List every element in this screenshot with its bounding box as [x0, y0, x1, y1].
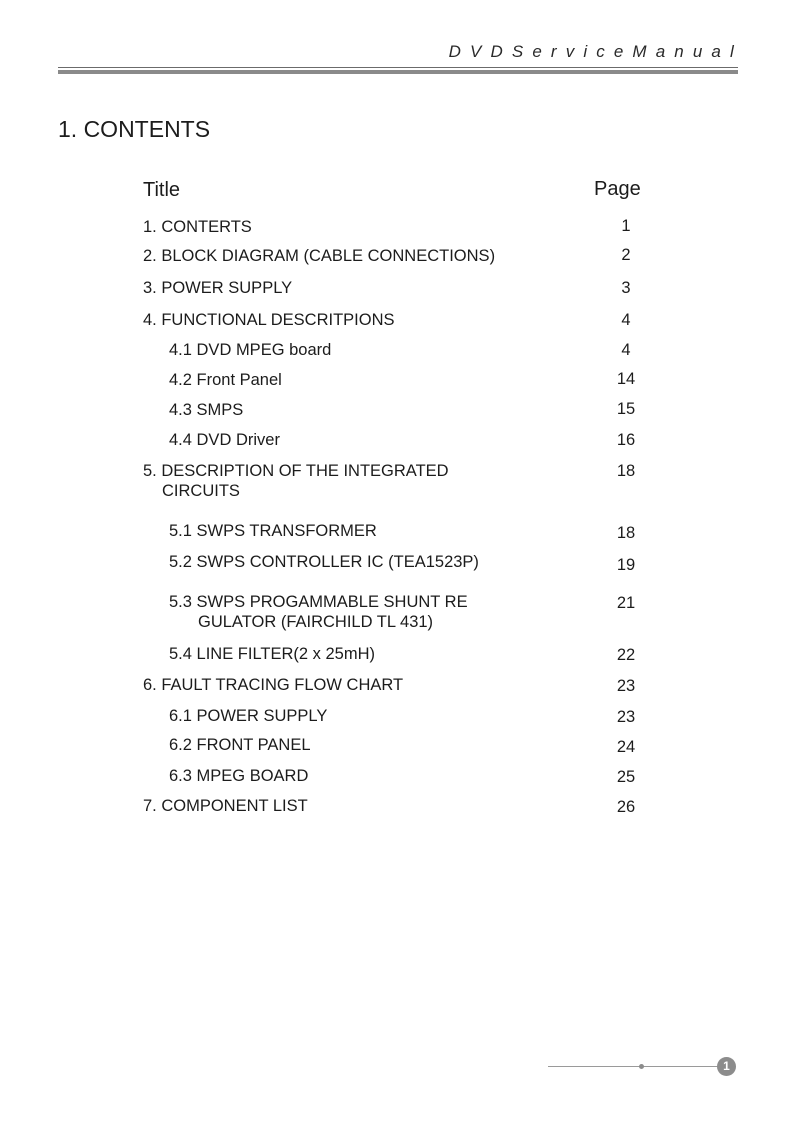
toc-entry-label: 7. COMPONENT LIST	[143, 797, 308, 815]
toc-entry-page: 26	[616, 798, 636, 816]
toc-row	[0, 430, 794, 450]
toc-entry-page: 25	[616, 768, 636, 786]
toc-row	[0, 706, 794, 726]
toc-row	[0, 370, 794, 390]
toc-entry-label: 4.3 SMPS	[169, 401, 244, 419]
footer-dot	[639, 1064, 644, 1069]
toc-entry-page: 4	[621, 341, 631, 359]
toc-entry-page: 24	[616, 738, 636, 756]
toc-entry-page: 18	[616, 524, 636, 542]
toc-entry-label: 5.3 SWPS PROGAMMABLE SHUNT RE	[169, 593, 468, 611]
toc-entry-label: 4.1 DVD MPEG board	[169, 341, 332, 359]
toc-entry-label-continued: CIRCUITS	[162, 482, 240, 500]
toc-entry-label-continued: GULATOR (FAIRCHILD TL 431)	[198, 613, 434, 631]
toc-entry-label: 4. FUNCTIONAL DESCRITPIONS	[143, 311, 395, 329]
toc-entry-label: 5.4 LINE FILTER(2 x 25mH)	[169, 645, 376, 663]
toc-entry-page: 14	[616, 370, 636, 388]
toc-row	[0, 278, 794, 298]
toc-entry-page: 21	[616, 594, 636, 612]
toc-row	[0, 310, 794, 330]
toc-entry-page: 1	[621, 217, 631, 235]
toc-entry-page: 2	[621, 246, 631, 264]
toc-row	[0, 644, 794, 664]
toc-entry-page: 16	[616, 431, 636, 449]
toc-entry-label: 6.2 FRONT PANEL	[169, 736, 311, 754]
toc-entry-label: 6.3 MPEG BOARD	[169, 767, 309, 785]
toc-entry-page: 19	[616, 556, 636, 574]
toc-row	[0, 246, 794, 266]
toc-row	[0, 735, 794, 755]
toc-row	[0, 552, 794, 572]
header-rule-thick	[58, 70, 738, 74]
toc-row	[0, 521, 794, 541]
toc-entry-label: 5.1 SWPS TRANSFORMER	[169, 522, 377, 540]
toc-entry-page: 4	[621, 311, 631, 329]
toc-row	[0, 400, 794, 420]
page-title: 1. CONTENTS	[58, 116, 211, 142]
toc-entry-page: 3	[621, 279, 631, 297]
toc-row	[0, 766, 794, 786]
toc-entry-page: 23	[616, 677, 636, 695]
toc-entry-label: 6. FAULT TRACING FLOW CHART	[143, 676, 404, 694]
running-header-title: D V D S e r v i c e M a n u a l	[448, 42, 736, 61]
toc-entry-label: 3. POWER SUPPLY	[143, 279, 293, 297]
toc-row	[0, 217, 794, 237]
footer-rule	[548, 1066, 720, 1067]
toc-entry-page: 22	[616, 646, 636, 664]
toc-entry-label: 1. CONTERTS	[143, 218, 252, 236]
toc-row	[0, 796, 794, 816]
toc-entry-label: 5. DESCRIPTION OF THE INTEGRATED	[143, 462, 449, 480]
toc-row	[0, 340, 794, 360]
toc-entry-page: 15	[616, 400, 636, 418]
column-header-page: Page	[594, 178, 641, 200]
header-rule-thin	[58, 67, 738, 68]
toc-row	[0, 461, 794, 500]
toc-entry-label: 2. BLOCK DIAGRAM (CABLE CONNECTIONS)	[143, 247, 496, 265]
toc-entry-label: 5.2 SWPS CONTROLLER IC (TEA1523P)	[169, 553, 479, 571]
page-number-badge: 1	[717, 1057, 736, 1076]
toc-entry-label: 4.4 DVD Driver	[169, 431, 280, 449]
toc-entry-page: 18	[616, 462, 636, 480]
toc-entry-label: 6.1 POWER SUPPLY	[169, 707, 328, 725]
column-header-title: Title	[143, 179, 181, 201]
toc-entry-label: 4.2 Front Panel	[169, 371, 282, 389]
toc-row	[0, 592, 794, 631]
toc-entry-page: 23	[616, 708, 636, 726]
toc-row	[0, 675, 794, 695]
